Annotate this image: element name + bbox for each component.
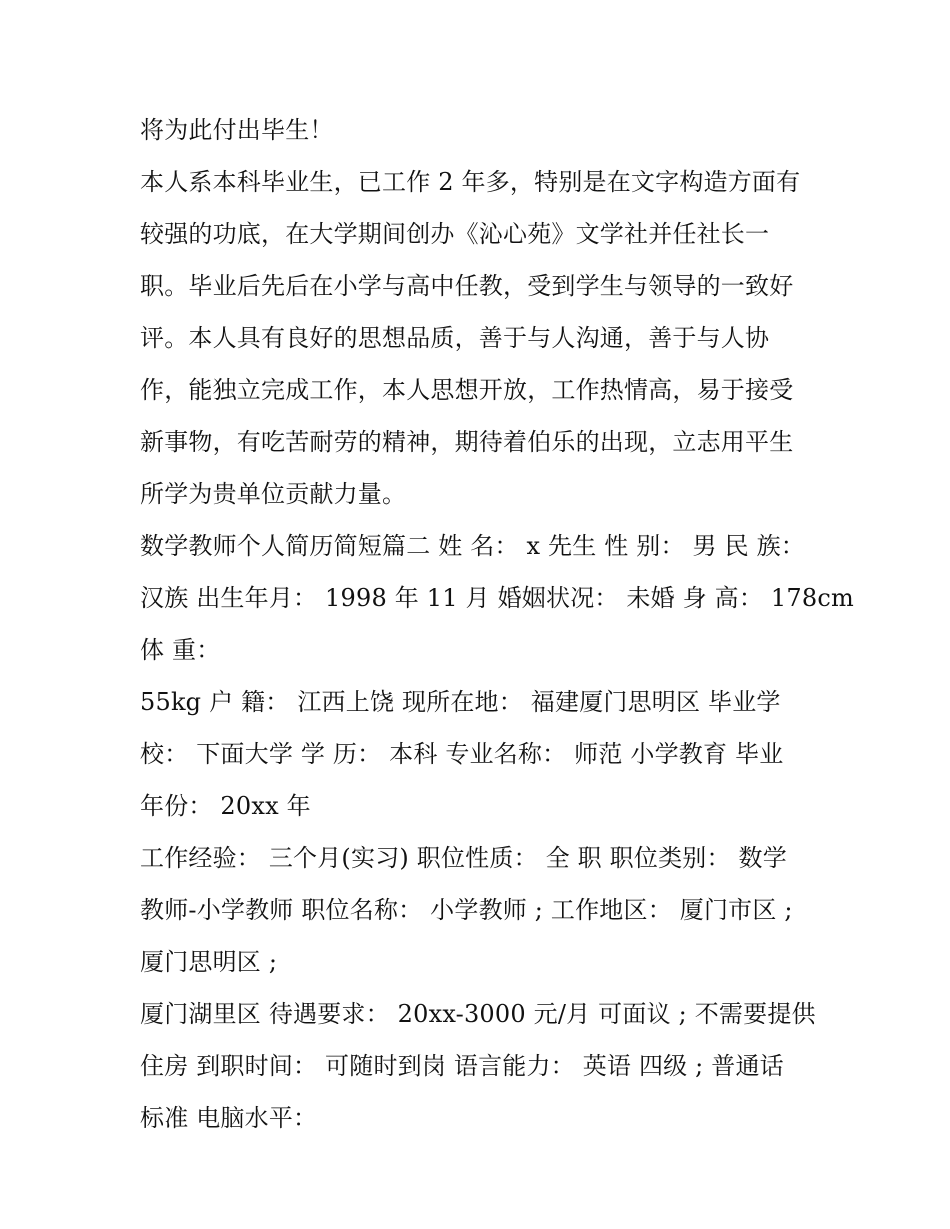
text-line: 较强的功底，在大学期间创办《沁心苑》文学社并任社长一 bbox=[140, 220, 770, 248]
text-line: 标准 电脑水平： bbox=[140, 1104, 318, 1132]
text-line: 住房 到职时间： 可随时到岗 语言能力： 英语 四级 ; 普通话 bbox=[140, 1052, 784, 1080]
text-line: 本人系本科毕业生，已工作 2 年多，特别是在文字构造方面有 bbox=[140, 168, 801, 196]
text-line: 教师-小学教师 职位名称： 小学教师 ; 工作地区： 厦门市区 ; bbox=[140, 896, 793, 924]
text-line: 作，能独立完成工作，本人思想开放，工作热情高，易于接受 bbox=[140, 376, 794, 404]
text-line: 校： 下面大学 学 历： 本科 专业名称： 师范 小学教育 毕业 bbox=[140, 740, 784, 768]
text-line: 厦门湖里区 待遇要求： 20xx-3000 元/月 可面议 ; 不需要提供 bbox=[140, 1000, 816, 1028]
text-line: 工作经验： 三个月(实习) 职位性质： 全 职 职位类别： 数学 bbox=[140, 844, 787, 872]
text-line: 将为此付出毕生！ bbox=[140, 116, 334, 144]
text-line: 厦门思明区 ; bbox=[140, 948, 278, 976]
text-line: 评。本人具有良好的思想品质，善于与人沟通，善于与人协 bbox=[140, 324, 770, 352]
text-line: 所学为贵单位贡献力量。 bbox=[140, 480, 407, 508]
text-line: 年份： 20xx 年 bbox=[140, 792, 311, 820]
section-heading-line: 数学教师个人简历简短篇二 姓 名： x 先生 性 别： 男 民 族： bbox=[140, 532, 805, 560]
text-line: 新事物，有吃苦耐劳的精神，期待着伯乐的出现，立志用平生 bbox=[140, 428, 794, 456]
text-line: 体 重： bbox=[140, 636, 221, 664]
text-line: 职。毕业后先后在小学与高中任教，受到学生与领导的一致好 bbox=[140, 272, 794, 300]
document-body bbox=[140, 104, 854, 1144]
text-line: 55kg 户 籍： 江西上饶 现所在地： 福建厦门思明区 毕业学 bbox=[140, 688, 781, 716]
text-line: 汉族 出生年月： 1998 年 11 月 婚姻状况： 未婚 身 高： 178cm bbox=[140, 584, 854, 612]
